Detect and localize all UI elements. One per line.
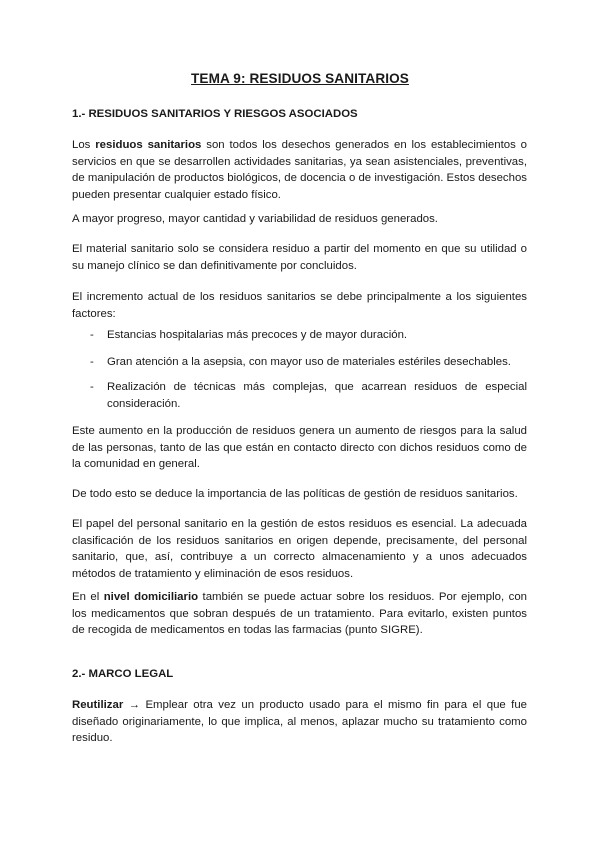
- paragraph-risks: Este aumento en la producción de residuos genera un aumento de riesgos para la salud de las personas, tanto de las que están en contacto directo con dichos residuos como de la comunidad en general.: [72, 425, 527, 471]
- document-title: TEMA 9: RESIDUOS SANITARIOS: [191, 71, 409, 86]
- list-item: - Realización de técnicas más complejas, que acarrean residuos de especial consideración.: [90, 381, 527, 410]
- list-item: - Estancias hospitalarias más precoces y de mayor duración.: [90, 329, 408, 341]
- paragraph-policies: De todo esto se deduce la importancia de las políticas de gestión de residuos sanitarios.: [72, 488, 518, 500]
- section-2-heading: 2.- MARCO LEGAL: [72, 668, 174, 680]
- term-reutilizar: Reutilizar: [72, 699, 124, 711]
- paragraph-reutilizar: Reutilizar → Emplear otra vez un producto usado para el mismo fin para el que fue diseñado originariamente, lo que implica, al menos, aplazar mucho su tratamiento como residuo.: [72, 699, 527, 745]
- term-nivel-domiciliario: nivel domiciliario: [103, 591, 199, 603]
- paragraph-staff-role: El papel del personal sanitario en la gestión de estos residuos es esencial. La adecuada clasificación de los residuos sanitarios en origen depende, precisamente, del personal sanitario, que, así, contribuye a un correcto almacenamiento y a unos adecuados métodos de tratamiento y eliminación de esos residuos.: [72, 518, 527, 580]
- paragraph-progress: A mayor progreso, mayor cantidad y variabilidad de residuos generados.: [72, 213, 438, 225]
- term-residuos-sanitarios: residuos sanitarios: [95, 139, 202, 151]
- paragraph-material: El material sanitario solo se considera residuo a partir del momento en que su utilidad o su manejo clínico se dan definitivamente por concluidos.: [72, 243, 527, 272]
- list-item: - Gran atención a la asepsia, con mayor uso de materiales estériles desechables.: [90, 356, 511, 368]
- paragraph-domestic: En el nivel domiciliario también se puede actuar sobre los residuos. Por ejemplo, con los medicamentos que sobran después de un tratamiento. Para evitarlo, existen puntos de recogida de medicamentos en todas las farmacias (punto SIGRE).: [72, 591, 527, 637]
- paragraph-definition: Los residuos sanitarios son todos los desechos generados en los establecimientos o servicios en que se desarrollen actividades sanitarias, ya sean asistenciales, preventivas, de manipulación de productos biológicos, de docencia o de investigación. Estos desechos pueden presentar cualquier estado físico.: [72, 139, 527, 201]
- section-1-heading: 1.- RESIDUOS SANITARIOS Y RIESGOS ASOCIADOS: [72, 108, 358, 120]
- paragraph-increment: El incremento actual de los residuos sanitarios se debe principalmente a los siguientes factores:: [72, 291, 527, 320]
